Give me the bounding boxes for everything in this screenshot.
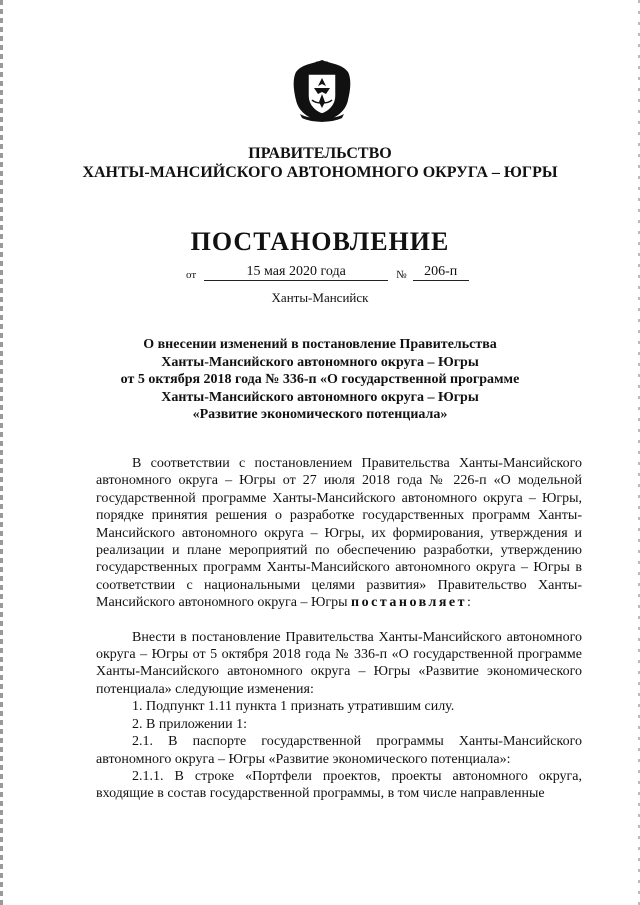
subject-line: от 5 октября 2018 года № 336-п «О государственной программе [120,372,520,387]
coat-of-arms-icon [290,58,354,124]
number-label: № [396,269,407,281]
scan-left-edge [0,0,3,905]
subject-heading [60,336,580,424]
subject-line: «Развитие экономического потенциала» [192,407,448,422]
date-label: от [186,269,197,281]
clause-1: 1. Подпункт 1.11 пункта 1 признать утратившим силу. [132,699,455,715]
subject-line: Ханты-Мансийского автономного округа – Югры [161,354,479,370]
document-body [96,455,582,803]
amendment-paragraph: Внести в постановление Правительства Ханты-Мансийского автономного округа – Югры от 5 октября 2018 года № 336-п «О государственной программе Ханты-Мансийского автономного округа – Югры «Развитие экономического потенциала» следующие изменения: [96,629,582,697]
document-date: 15 мая 2020 года [204,264,388,281]
clause-2: 2. В приложении 1: [132,716,248,732]
city: Ханты-Мансийск [271,290,369,305]
preamble-paragraph [96,455,582,612]
resolves-emphasis: постановляет [351,595,467,611]
date-number-row [186,264,469,281]
document-number: 206-п [413,264,469,281]
preamble-colon: : [467,595,471,611]
document-type: ПОСТАНОВЛЕНИЕ [190,227,450,256]
clause-2-1: 2.1. В паспорте государственной программы Ханты-Мансийского автономного округа – Югры «Развитие экономического потенциала»: [96,734,582,767]
clause-2-1-1: 2.1.1. В строке «Портфели проектов, проекты автономного округа, входящие в состав государственной программы, в том числе направленные [96,768,582,802]
subject-line: О внесении изменений в постановление Правительства [143,337,497,352]
subject-line: Ханты-Мансийского автономного округа – Югры [161,389,479,405]
preamble-text: В соответствии с постановлением Правительства Ханты-Мансийского автономного округа – Югры от 27 июля 2018 года № 226-п «О модельной государственной программе Ханты-Мансийского автономного округа – Югры, порядке принятия решения о разработке государственных программ Ханты-Мансийского автономного округа – Югры, их формирования, утверждения и реализации и плане мероприятий по обеспечению разработки, утверждению государственных программ Ханты-Мансийского автономного округа – Югры в соответствии с национальными целями развития» Правительство Ханты-Мансийского автономного округа – Югры [96,456,582,611]
government-title: ПРАВИТЕЛЬСТВО [248,145,392,162]
region-title: ХАНТЫ-МАНСИЙСКОГО АВТОНОМНОГО ОКРУГА – ЮГРЫ [82,164,558,181]
